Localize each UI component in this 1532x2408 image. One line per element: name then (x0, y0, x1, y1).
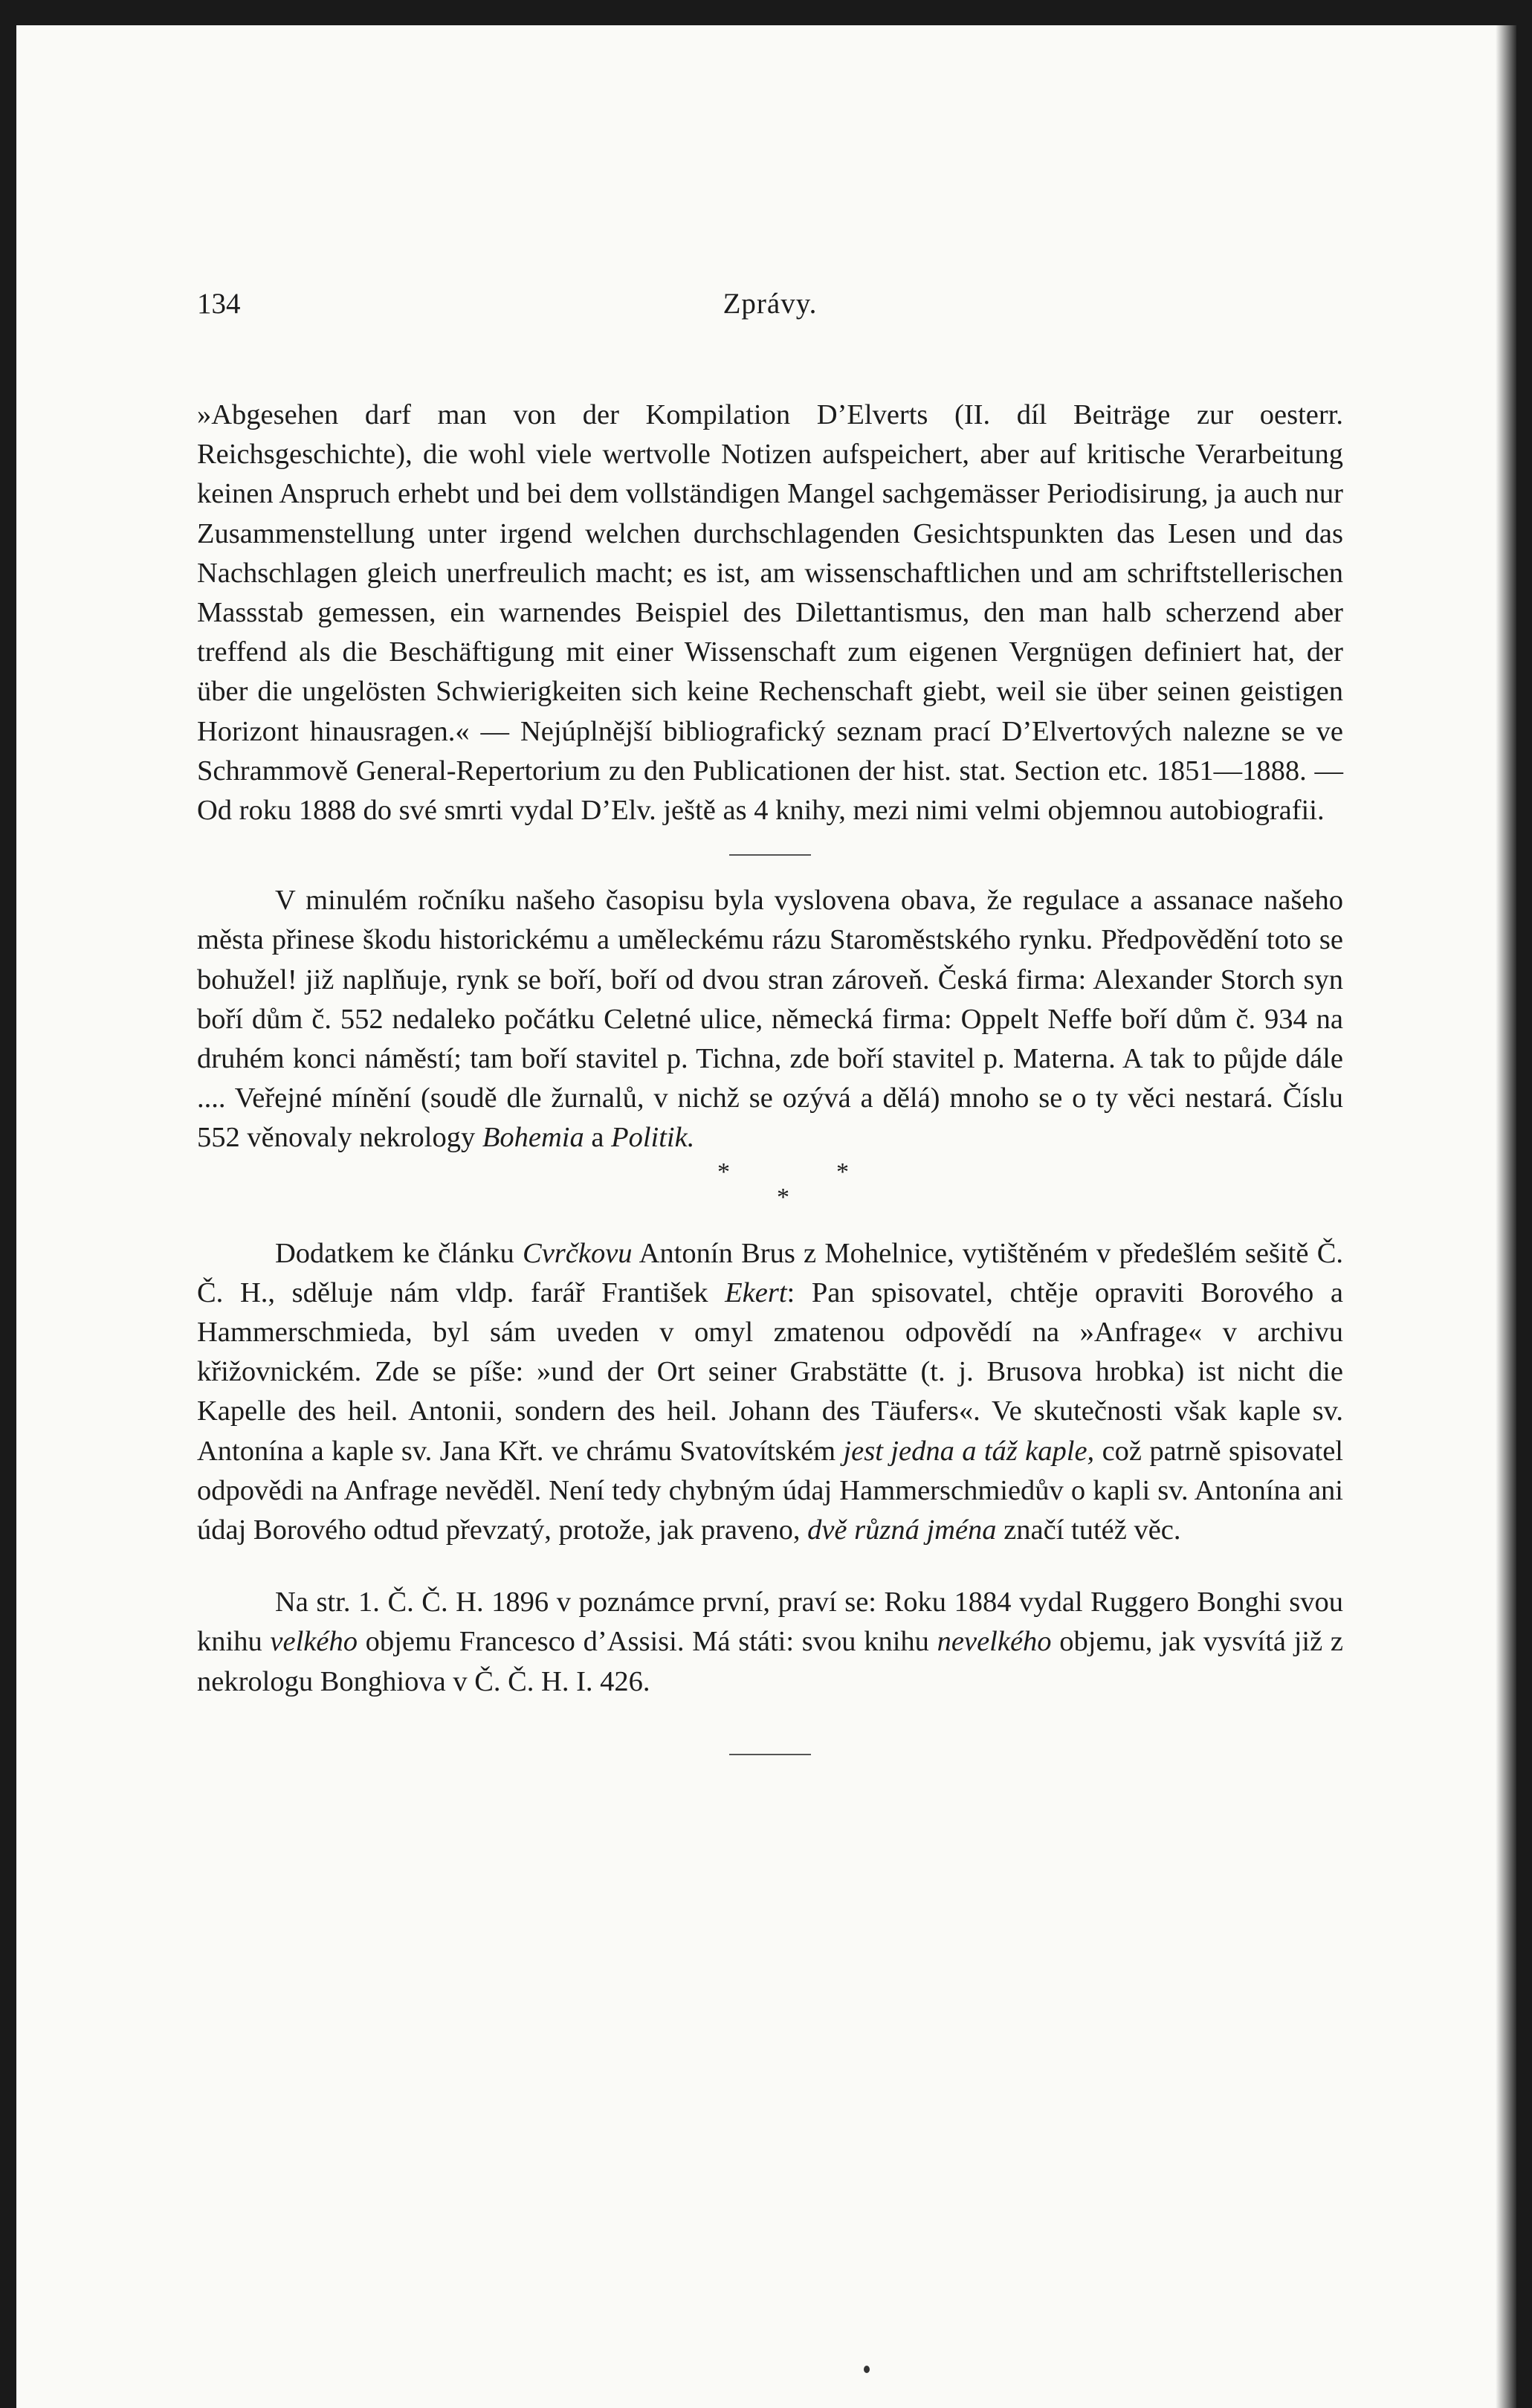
paragraph-text: : Pan spisovatel, chtěje opraviti Borového a Hammerschmieda, byl sám uveden v omyl zmatenou odpovědí na »Anfrage« v archivu křižovnickém. Zde se píše: »und der Ort seiner Grabstätte (t. j. Brusova hrobka) ist nicht die Kapelle des heil. Antonii, sondern des heil. Johann des Täufers«. Ve skutečnosti však kaple sv. Antonína a kaple sv. Jana Křt. ve chrámu Svatovítském (197, 1276, 1343, 1467)
paragraph-delvert-quote: »Abgesehen darf man von der Kompilation D’Elverts (II. díl Beiträge zur oesterr. Reichsgeschichte), die wohl viele wertvolle Notizen aufspeichert, aber auf kritische Verarbeitung keinen Anspruch erhebt und bei dem vollständigen Mangel sachgemässer Periodisirung, ja auch nur Zusammenstellung unter irgend welchen durchschlagenden Gesichtspunkten das Lesen und das Nachschlagen gleich unerfreulich macht; es ist, am wissenschaftlichen und am schriftstellerischen Massstab gemessen, ein warnendes Beispiel des Dilettantismus, den man halb scherzend aber treffend als die Beschäftigung mit einer Wissenschaft zum eigenen Vergnügen definiert hat, der über die ungelösten Schwierigkeiten sich keine Rechenschaft giebt, weil sie über seinen geistigen Horizont hinausragen.« — Nejúplnější bibliografický seznam prací D’Elvertových nalezne se ve Schrammově General-Repertorium zu den Publicationen der hist. stat. Section etc. 1851—1888. — Od roku 1888 do své smrti vydal D’Elv. ještě as 4 knihy, mezi nimi velmi objemnou autobiografii. (197, 399, 1343, 827)
italic-bohemia: Bohemia (482, 1122, 584, 1154)
paragraph-text: a (584, 1122, 612, 1154)
page-header (197, 287, 1343, 324)
italic-politik: Politik. (611, 1122, 695, 1154)
italic-ekert: Ekert (725, 1276, 787, 1308)
paragraph-text: V minulém ročníku našeho časopisu byla vyslovena obava, že regulace a assanace našeho města přinese škodu historickému a uměleckému rázu Staroměstského rynku. Předpovědění toto se bohužel! již naplňuje, rynk se boří, boří od dvou stran zároveň. Česká firma: Alexander Storch syn boří dům č. 552 nedaleko počátku Celetné ulice, německá firma: Oppelt Neffe boří dům č. 934 na druhém konci náměstí; tam boří stavitel p. Tichna, zde boří stavitel p. Materna. A tak to půjde dále .... Veřejné mínění (soudě dle žurnalů, v nichž se ozývá a dělá) mnoho se o ty věci nestará. Číslu 552 věnovaly nekrology (197, 885, 1343, 1154)
paragraph-text: objemu, jak vysvítá již z nekrologu Bonghiova v Č. Č. H. I. 426. (197, 1626, 1343, 1697)
paragraph-staromestsky-rynek (197, 881, 1343, 1158)
italic-cvrckovu: Cvrčkovu (523, 1237, 633, 1269)
document-page (16, 25, 1516, 2408)
paragraph-text: Na str. 1. Č. Č. H. 1896 v poznámce první, praví se: Roku 1884 vydal Ruggero Bonghi svou knihu (197, 1586, 1343, 1658)
print-speck (864, 2366, 870, 2373)
paragraph-dodatek-brus (197, 1234, 1343, 1551)
italic-jest-jedna: jest jedna a táž kaple, (843, 1435, 1095, 1467)
asterisk: * (777, 1183, 789, 1211)
page-number: 134 (197, 288, 241, 320)
italic-velkeho: velkého (270, 1626, 358, 1658)
page-edge-shadow (1496, 25, 1516, 2408)
section-divider (729, 854, 811, 856)
paragraph-gap (197, 1550, 1343, 1583)
italic-dve-ruzna-jmena: dvě různá jména (807, 1514, 997, 1546)
italic-nevelkeho: nevelkého (937, 1626, 1052, 1658)
paragraph-text: což patrně spisovatel odpovědi na Anfrage nevěděl. Není tedy chybným údaj Hammerschmiedův o kapli sv. Antonína ani údaj Borového odtud převzatý, protože, jak praveno, (197, 1435, 1343, 1546)
end-divider (729, 1754, 811, 1755)
paragraph-bonghi-correction (197, 1583, 1343, 1702)
asterisk: * (717, 1158, 730, 1186)
page-content (197, 396, 1343, 1781)
paragraph-text: objemu Francesco d’Assisi. Má státi: svou knihu (357, 1626, 937, 1658)
asterisk: * (836, 1158, 849, 1186)
paragraph-text: Antonín Brus z Mohelnice, vytištěném v předešlém sešitě Č. Č. H., sděluje nám vldp. farář František (197, 1237, 1344, 1308)
running-title: Zprávy. (723, 288, 818, 320)
asterism (197, 1152, 1343, 1211)
paragraph-text: Dodatkem ke článku (275, 1237, 523, 1269)
paragraph-text: značí tutéž věc. (996, 1514, 1181, 1546)
